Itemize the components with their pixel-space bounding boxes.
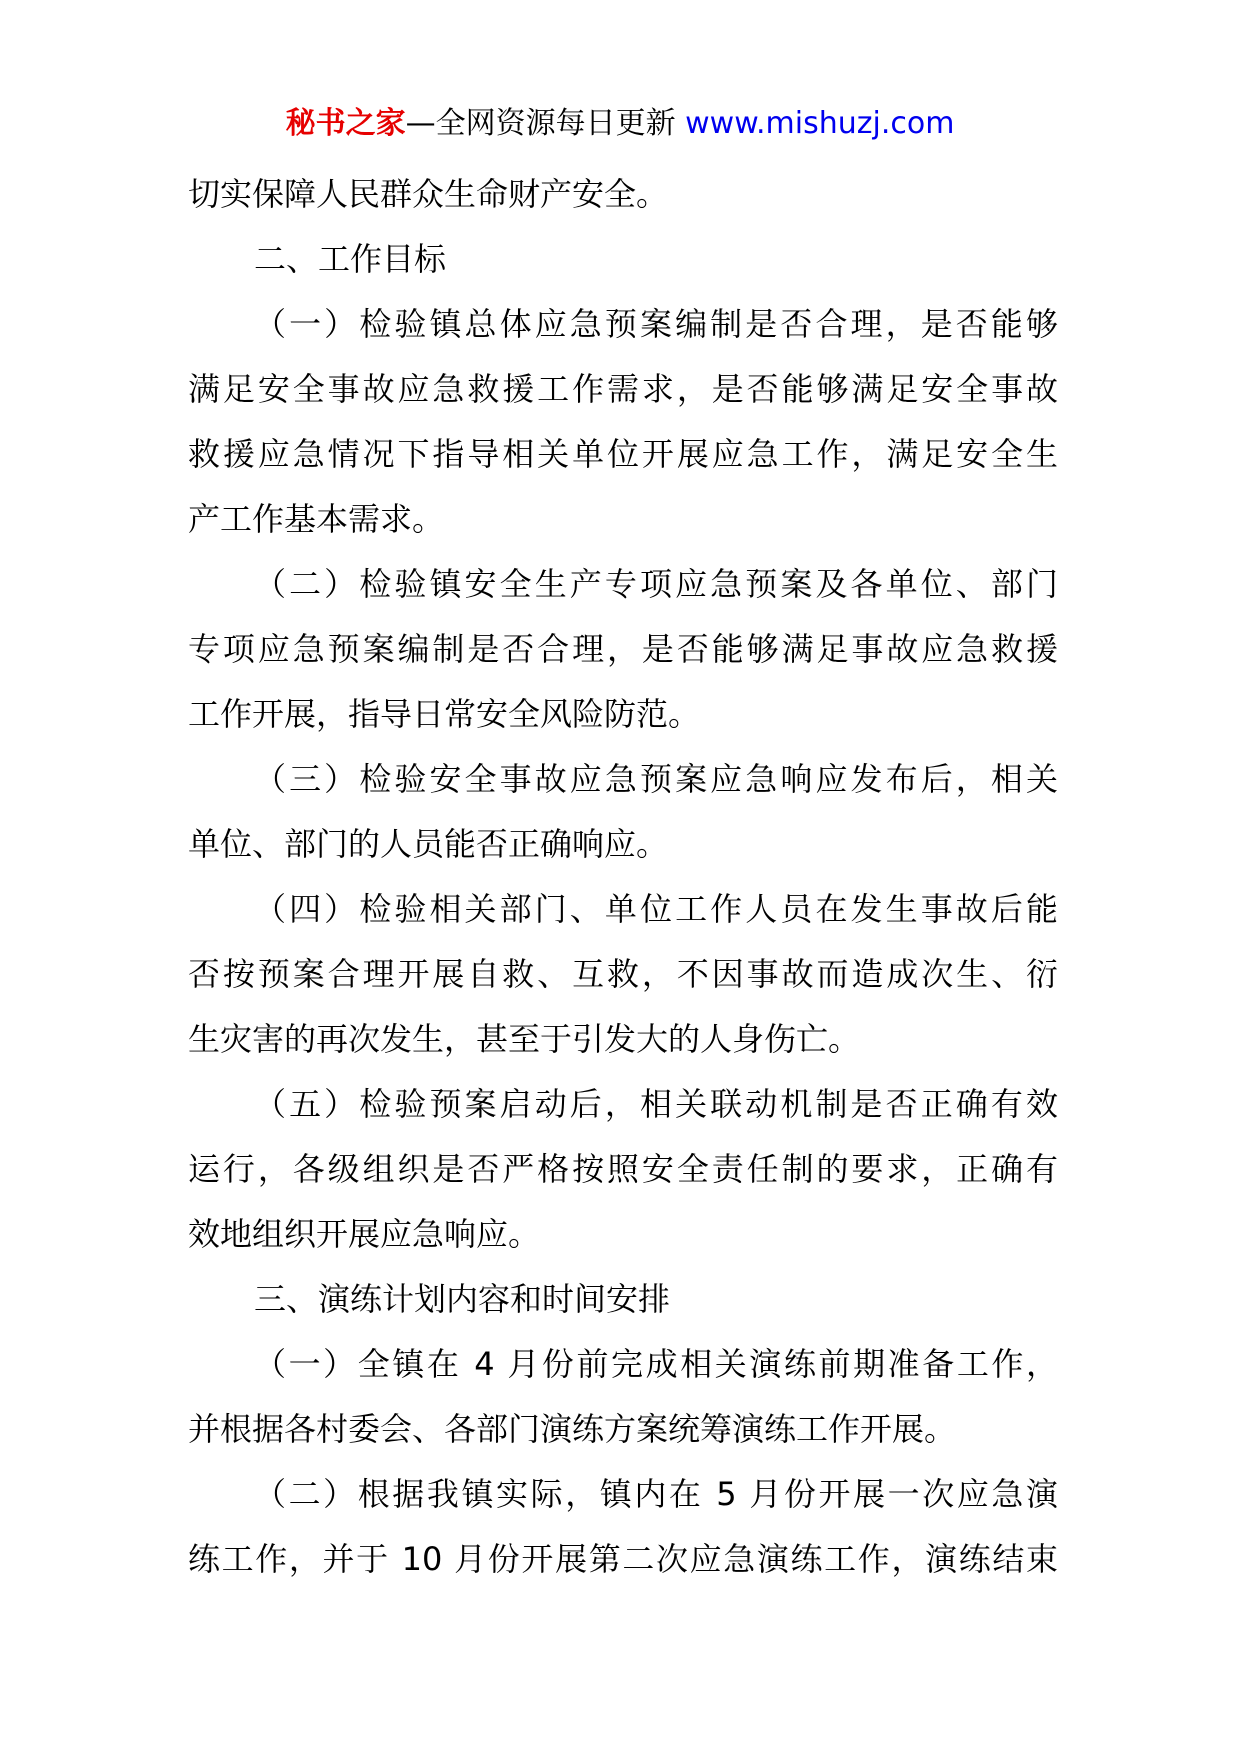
paragraph-line: 满足安全事故应急救援工作需求，是否能够满足安全事故	[188, 370, 1058, 408]
paragraph-line: 并根据各村委会、各部门演练方案统筹演练工作开展。	[188, 1410, 957, 1448]
section-heading: 二、工作目标	[254, 240, 447, 278]
paragraph-line: （二）检验镇安全生产专项应急预案及各单位、部门	[254, 565, 1058, 603]
paragraph-line: 专项应急预案编制是否合理，是否能够满足事故应急救援	[188, 630, 1058, 668]
paragraph-line: 工作开展，指导日常安全风险防范。	[188, 695, 701, 733]
paragraph-line: （二）根据我镇实际，镇内在 5 月份开展一次应急演	[254, 1475, 1058, 1513]
paragraph-line: 产工作基本需求。	[188, 500, 445, 538]
paragraph-line: 单位、部门的人员能否正确响应。	[188, 825, 669, 863]
site-url-link[interactable]: www.mishuzj.com	[685, 106, 955, 141]
paragraph-line: （四）检验相关部门、单位工作人员在发生事故后能	[254, 890, 1058, 928]
paragraph-line: 运行，各级组织是否严格按照安全责任制的要求，正确有	[188, 1150, 1058, 1188]
paragraph-line: 效地组织开展应急响应。	[188, 1215, 541, 1253]
paragraph-line: （一）检验镇总体应急预案编制是否合理，是否能够	[254, 305, 1058, 343]
paragraph-line: 生灾害的再次发生，甚至于引发大的人身伤亡。	[188, 1020, 861, 1058]
paragraph-line: 否按预案合理开展自救、互救，不因事故而造成次生、衍	[188, 955, 1058, 993]
site-slogan: —全网资源每日更新	[405, 106, 686, 141]
paragraph-line: 练工作，并于 10 月份开展第二次应急演练工作，演练结束	[188, 1540, 1058, 1578]
site-banner	[0, 102, 1240, 146]
paragraph-line: 切实保障人民群众生命财产安全。	[188, 175, 669, 213]
paragraph-line: 救援应急情况下指导相关单位开展应急工作，满足安全生	[188, 435, 1058, 473]
paragraph-line: （三）检验安全事故应急预案应急响应发布后，相关	[254, 760, 1058, 798]
paragraph-line: （一）全镇在 4 月份前完成相关演练前期准备工作，	[254, 1345, 1058, 1383]
section-heading: 三、演练计划内容和时间安排	[254, 1280, 671, 1318]
paragraph-line: （五）检验预案启动后，相关联动机制是否正确有效	[254, 1085, 1058, 1123]
document-body	[188, 162, 1058, 1592]
site-brand: 秘书之家	[285, 106, 406, 141]
